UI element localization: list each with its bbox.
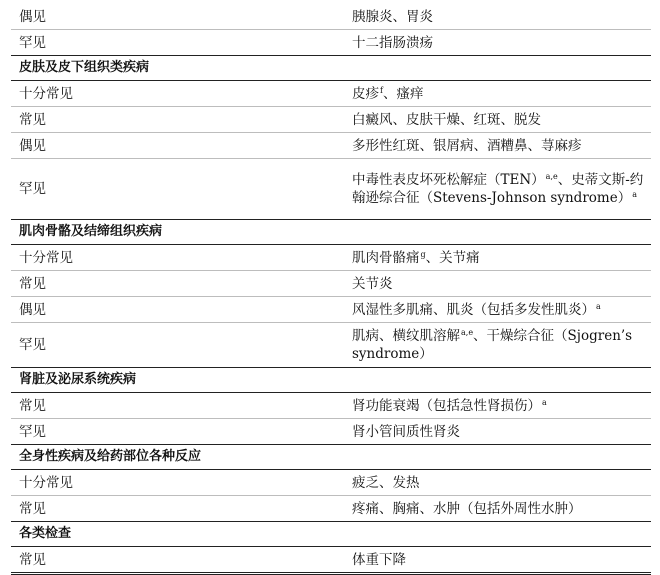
footnote-marker: a [542, 397, 547, 407]
section-header [11, 220, 651, 245]
table-row [11, 4, 651, 30]
footnote-marker: f [380, 85, 383, 95]
reaction-text: 肾功能衰竭（包括急性肾损伤） [352, 397, 541, 414]
reaction-text: 肌病、横纹肌溶解 [352, 328, 460, 344]
reaction-text: 十二指肠溃疡 [352, 34, 433, 51]
section-title: 各类检查 [11, 522, 651, 547]
reaction-text: 肾小管间质性肾炎 [352, 423, 460, 440]
frequency-cell: 罕见 [11, 323, 349, 368]
table-row [11, 81, 651, 107]
adverse-reactions-table [11, 4, 651, 575]
footnote-marker: g [420, 249, 426, 259]
table-row [11, 133, 651, 159]
frequency-cell: 罕见 [11, 159, 349, 220]
frequency-cell: 罕见 [11, 30, 349, 56]
frequency-cell: 常见 [11, 496, 349, 522]
frequency-cell: 常见 [11, 547, 349, 574]
table-row [11, 271, 651, 297]
adverse-reaction-cell [349, 419, 651, 445]
table-row [11, 30, 651, 56]
frequency-cell: 十分常见 [11, 245, 349, 271]
footnote-marker: a,e [461, 328, 474, 337]
adverse-reaction-cell [349, 30, 651, 56]
table-row [11, 496, 651, 522]
reaction-text: 关节炎 [352, 275, 393, 292]
section-title: 肌肉骨骼及结缔组织疾病 [11, 220, 651, 245]
adverse-reaction-cell [349, 323, 651, 368]
adverse-reaction-cell [349, 547, 651, 574]
reaction-text: 中毒性表皮坏死松解症（TEN） [352, 172, 545, 188]
adverse-reaction-cell [349, 4, 651, 30]
adverse-reaction-cell [349, 81, 651, 107]
table-row [11, 419, 651, 445]
table-row [11, 393, 651, 419]
frequency-cell: 偶见 [11, 297, 349, 323]
table-row [11, 470, 651, 496]
reaction-text: 胰腺炎、胃炎 [352, 8, 433, 25]
table-row [11, 547, 651, 574]
table-row [11, 107, 651, 133]
table-row [11, 297, 651, 323]
reaction-text: 多形性红斑、银屑病、酒糟鼻、荨麻疹 [352, 137, 582, 154]
frequency-cell: 常见 [11, 271, 349, 297]
reaction-text: 肌肉骨骼痛 [352, 249, 420, 266]
section-header [11, 56, 651, 81]
reaction-text: 、史蒂文斯-约翰逊综合征（Stevens-Johnson syndrome） [352, 172, 644, 206]
adverse-reaction-cell [349, 470, 651, 496]
reaction-text: 疲乏、发热 [352, 474, 420, 491]
section-title: 全身性疾病及给药部位各种反应 [11, 445, 651, 470]
frequency-cell: 十分常见 [11, 81, 349, 107]
footnote-marker: a,e [545, 172, 558, 181]
adverse-reaction-cell [349, 133, 651, 159]
reaction-text: 白癜风、皮肤干燥、红斑、脱发 [352, 111, 541, 128]
footnote-marker: a [632, 190, 637, 199]
adverse-reaction-cell [349, 496, 651, 522]
section-title: 肾脏及泌尿系统疾病 [11, 368, 651, 393]
section-header [11, 368, 651, 393]
frequency-cell: 偶见 [11, 133, 349, 159]
reaction-text: 、干燥综合征（Sjogren’s syndrome） [352, 328, 633, 362]
adverse-reaction-cell [349, 297, 651, 323]
table-row [11, 323, 651, 368]
frequency-cell: 常见 [11, 393, 349, 419]
frequency-cell: 罕见 [11, 419, 349, 445]
reaction-text: 风湿性多肌痛、肌炎（包括多发性肌炎） [352, 301, 595, 318]
reaction-text: 体重下降 [352, 551, 406, 568]
adverse-reaction-cell [349, 159, 651, 220]
section-title: 皮肤及皮下组织类疾病 [11, 56, 651, 81]
table-row [11, 159, 651, 220]
table-body [11, 4, 651, 574]
adverse-reaction-cell [349, 271, 651, 297]
reaction-text: 、瘙痒 [382, 85, 424, 102]
section-header [11, 445, 651, 470]
frequency-cell: 十分常见 [11, 470, 349, 496]
table-row [11, 245, 651, 271]
footnote-marker: a [596, 301, 601, 311]
reaction-text: 、关节痛 [425, 249, 480, 266]
reaction-text: 皮疹 [352, 85, 379, 102]
frequency-cell: 常见 [11, 107, 349, 133]
section-header [11, 522, 651, 547]
adverse-reaction-cell [349, 107, 651, 133]
adverse-reaction-cell [349, 393, 651, 419]
frequency-cell: 偶见 [19, 8, 46, 25]
reaction-text: 疼痛、胸痛、水肿（包括外周性水肿） [352, 500, 582, 517]
adverse-reaction-cell [349, 245, 651, 271]
